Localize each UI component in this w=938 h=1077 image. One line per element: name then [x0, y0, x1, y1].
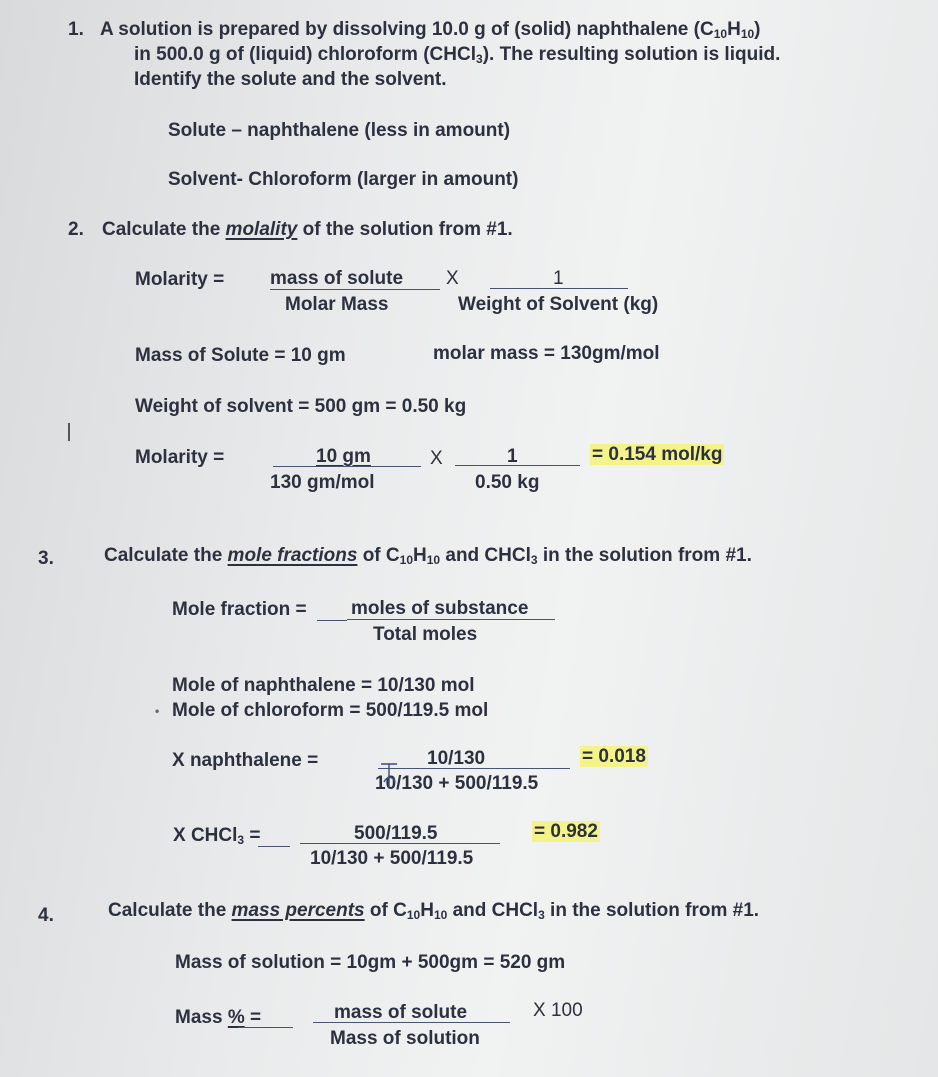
q3-prompt-sub-c: 3	[530, 553, 538, 567]
q1-line-3: Identify the solute and the solvent.	[134, 69, 447, 90]
q2-prompt	[102, 220, 513, 239]
q1-answer-solvent: Solvent- Chloroform (larger in amount)	[168, 169, 519, 190]
q3-prompt-text-b: of C	[357, 545, 400, 566]
q2-formula-numerator-2: 1	[553, 268, 564, 289]
q3-formula-label-underline	[317, 620, 347, 621]
q1-number: 1.	[68, 19, 84, 40]
q4-formula-label	[175, 1008, 261, 1027]
q2-result	[590, 445, 724, 464]
q3-xc-label-text: X CHCl	[173, 825, 238, 846]
q3-xn-result	[580, 747, 648, 766]
q3-xc-denominator: 10/130 + 500/119.5	[310, 848, 474, 869]
q1-line-2-sub: 3	[476, 52, 483, 66]
q2-calc-denominator: 130 gm/mol	[270, 472, 375, 493]
q4-mass-solution: Mass of solution = 10gm + 500gm = 520 gm	[175, 952, 566, 973]
q3-formula-label: Mole fraction =	[172, 599, 307, 620]
q2-calc-fraction-bar	[273, 466, 421, 467]
q3-xn-numerator: 10/130	[427, 748, 486, 769]
q4-prompt-sub: 10	[406, 908, 421, 922]
q4-prompt	[108, 901, 759, 920]
q4-prompt-emphasis: mass percents	[231, 900, 365, 921]
q4-prompt-sub-b: 10	[433, 908, 448, 922]
q3-formula-denominator: Total moles	[373, 624, 478, 645]
q1-line-2-text-b: ). The resulting solution is liquid.	[482, 44, 781, 65]
q2-calc-fraction-bar-2	[455, 465, 580, 466]
q4-prompt-text: Calculate the	[108, 900, 232, 921]
q2-calc-numerator-2: 1	[507, 446, 518, 467]
q2-mass-of-solute: Mass of Solute = 10 gm	[135, 345, 346, 366]
q2-formula-label: Molarity =	[135, 269, 225, 290]
q2-result-highlight: = 0.154 mol/kg	[592, 444, 723, 465]
q3-xc-label	[173, 826, 260, 845]
q4-formula-times-100: X 100	[533, 1000, 583, 1021]
q3-formula-numerator: moles of substance	[351, 598, 529, 619]
q4-formula-label-underline	[238, 1027, 293, 1028]
q1-line-1-text-c: )	[754, 19, 761, 40]
q3-xc-label-eq: =	[244, 825, 261, 846]
q2-calc-numerator: 10 gm	[316, 446, 371, 467]
q1-line-2-text: in 500.0 g of (liquid) chloroform (CHCl	[134, 44, 476, 65]
bullet-dot: •	[155, 704, 160, 718]
q3-xc-numerator: 500/119.5	[354, 823, 438, 844]
q3-prompt-text-d: and CHCl	[440, 545, 531, 566]
q3-xc-result-highlight: = 0.982	[534, 821, 598, 842]
q3-xc-label-underline	[258, 846, 290, 847]
pen-scribble	[378, 760, 400, 790]
q4-formula-numerator: mass of solute	[334, 1002, 468, 1023]
q4-prompt-text-c: H	[420, 900, 434, 921]
q1-line-1-text: A solution is prepared by dissolving 10.0 g of (solid) naphthalene (C	[100, 19, 714, 40]
q3-xc-fraction-bar	[300, 843, 500, 844]
q3-prompt-text-e: in the solution from #1.	[537, 545, 752, 566]
q3-xn-label: X naphthalene =	[172, 750, 319, 771]
q3-xn-denominator: 10/130 + 500/119.5	[375, 773, 539, 794]
q3-mole-naphthalene: Mole of naphthalene = 10/130 mol	[172, 675, 475, 696]
q4-prompt-text-b: of C	[364, 900, 407, 921]
q1-answer-solute: Solute – naphthalene (less in amount)	[168, 120, 511, 141]
q2-prompt-emphasis: molality	[225, 219, 298, 240]
margin-mark	[68, 423, 70, 441]
q3-prompt-text: Calculate the	[104, 545, 228, 566]
q4-prompt-text-e: in the solution from #1.	[544, 900, 760, 921]
q4-prompt-sub-c: 3	[538, 908, 545, 922]
q3-prompt-emphasis: mole fractions	[227, 545, 358, 566]
q1-line-1-sub: 10	[713, 27, 728, 41]
q1-line-1-text-b: H	[727, 19, 741, 40]
q3-formula-fraction-bar	[347, 619, 555, 620]
q3-prompt-sub: 10	[399, 553, 413, 567]
q4-formula-fraction-bar	[313, 1022, 510, 1023]
q4-prompt-text-d: and CHCl	[447, 900, 539, 921]
q4-formula-label-percent: %	[227, 1007, 245, 1028]
q1-line-1	[100, 20, 761, 39]
q3-prompt-sub-b: 10	[426, 553, 441, 567]
q2-calc-times: X	[430, 448, 443, 469]
q2-prompt-text: Calculate the	[102, 219, 226, 240]
q4-formula-label-eq: =	[244, 1007, 262, 1028]
q4-formula-label-text: Mass	[175, 1007, 228, 1028]
q1-line-2	[134, 45, 780, 64]
q2-formula-fraction-bar	[270, 289, 440, 290]
q2-weight-solvent: Weight of solvent = 500 gm = 0.50 kg	[135, 396, 467, 417]
q2-formula-denominator-2: Weight of Solvent (kg)	[458, 294, 659, 315]
q2-number: 2.	[68, 219, 84, 240]
q2-prompt-text-b: of the solution from #1.	[297, 219, 513, 240]
q3-xn-fraction-bar	[378, 768, 570, 769]
q2-formula-fraction-bar-2	[490, 288, 628, 289]
q4-number: 4.	[38, 905, 54, 926]
q3-prompt	[104, 546, 752, 565]
q2-formula-denominator: Molar Mass	[285, 294, 389, 315]
q4-formula-denominator: Mass of solution	[330, 1028, 480, 1049]
q3-prompt-text-c: H	[413, 545, 427, 566]
q3-xc-label-sub: 3	[237, 833, 245, 847]
q3-xc-result	[532, 822, 600, 841]
q3-mole-chloroform: Mole of chloroform = 500/119.5 mol	[172, 700, 489, 721]
q3-number: 3.	[38, 548, 54, 569]
q2-calc-label: Molarity =	[135, 447, 225, 468]
q2-molar-mass: molar mass = 130gm/mol	[433, 343, 660, 364]
q2-formula-numerator: mass of solute	[270, 268, 404, 289]
q2-formula-times: X	[446, 268, 459, 289]
q1-line-1-sub-b: 10	[740, 27, 755, 41]
q3-xn-result-highlight: = 0.018	[582, 746, 646, 767]
q2-calc-denominator-2: 0.50 kg	[475, 472, 540, 493]
